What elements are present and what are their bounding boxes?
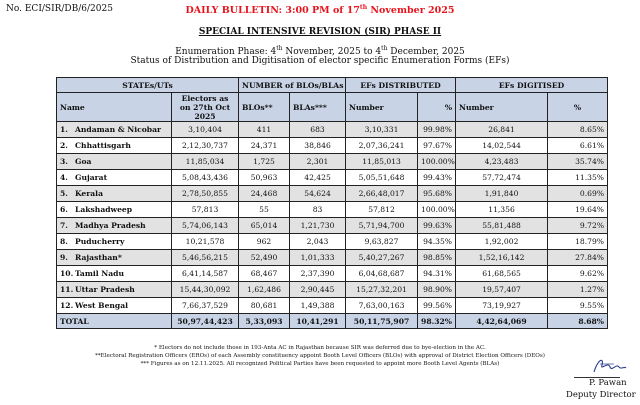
dist-pct-cell: 94.35% bbox=[418, 234, 456, 250]
dist-number-cell: 2,07,36,241 bbox=[346, 138, 418, 154]
row-number: 4. bbox=[60, 173, 68, 182]
state-label: Kerala bbox=[75, 189, 103, 198]
blos-cell: 962 bbox=[239, 234, 290, 250]
electors-cell: 2,12,30,737 bbox=[172, 138, 239, 154]
dist-number-cell: 5,71,94,700 bbox=[346, 218, 418, 234]
table-row bbox=[57, 186, 608, 202]
dist-number-cell: 7,63,00,163 bbox=[346, 298, 418, 314]
table-row bbox=[57, 298, 608, 314]
blos-cell: 65,014 bbox=[239, 218, 290, 234]
state-label: Madhya Pradesh bbox=[75, 221, 146, 230]
total-dig-pct: 8.68% bbox=[548, 314, 608, 329]
dig-pct-cell: 0.69% bbox=[548, 186, 608, 202]
dist-pct-cell: 99.56% bbox=[418, 298, 456, 314]
dig-number-cell: 14,02,544 bbox=[456, 138, 548, 154]
state-name bbox=[57, 282, 172, 298]
dist-pct-cell: 98.90% bbox=[418, 282, 456, 298]
dist-number-cell: 11,85,013 bbox=[346, 154, 418, 170]
table-row bbox=[57, 218, 608, 234]
col-dist-number: Number bbox=[346, 93, 418, 122]
signatory-designation: Deputy Director bbox=[566, 390, 636, 400]
blos-cell: 24,468 bbox=[239, 186, 290, 202]
dig-pct-cell: 27.84% bbox=[548, 250, 608, 266]
enumeration-phase: Enumeration Phase: 4th November, 2025 to 4th December, 2025 bbox=[175, 45, 465, 57]
dist-pct-cell: 95.68% bbox=[418, 186, 456, 202]
table-row bbox=[57, 266, 608, 282]
state-label: Gujarat bbox=[75, 173, 108, 182]
blos-cell: 411 bbox=[239, 122, 290, 138]
dist-number-cell: 15,27,32,201 bbox=[346, 282, 418, 298]
status-subtitle: Status of Distribution and Digitisation of elector specific Enumeration Forms (EFs) bbox=[130, 56, 510, 66]
dig-pct-cell: 9.72% bbox=[548, 218, 608, 234]
dist-pct-cell: 100.00% bbox=[418, 154, 456, 170]
group-blos: NUMBER of BLOs/BLAs bbox=[239, 78, 346, 93]
blos-cell: 52,490 bbox=[239, 250, 290, 266]
dig-number-cell: 73,19,927 bbox=[456, 298, 548, 314]
dig-pct-cell: 9.55% bbox=[548, 298, 608, 314]
row-number: 7. bbox=[60, 221, 68, 230]
dig-pct-cell: 11.35% bbox=[548, 170, 608, 186]
col-dig-pct: % bbox=[548, 93, 608, 122]
state-label: Goa bbox=[75, 157, 92, 166]
group-distributed: EFs DISTRIBUTED bbox=[346, 78, 456, 93]
col-electors: Electors as on 27th Oct 2025 bbox=[172, 93, 239, 122]
col-dist-pct: % bbox=[418, 93, 456, 122]
dig-number-cell: 4,23,483 bbox=[456, 154, 548, 170]
dist-number-cell: 57,812 bbox=[346, 202, 418, 218]
total-dist-pct: 98.32% bbox=[418, 314, 456, 329]
group-states: STATEs/UTs bbox=[57, 78, 239, 93]
total-blos: 5,33,093 bbox=[239, 314, 290, 329]
footnote-3: *** Figures as on 12.11.2025. All recognized Political Parties have been requested to appoint more Booth Level Agents (BLAs) bbox=[140, 361, 500, 367]
blas-cell: 2,043 bbox=[290, 234, 346, 250]
footnotes bbox=[0, 344, 640, 368]
total-dig: 4,42,64,069 bbox=[456, 314, 548, 329]
state-name bbox=[57, 250, 172, 266]
row-number: 11. bbox=[60, 285, 74, 294]
dist-pct-cell: 99.98% bbox=[418, 122, 456, 138]
col-blos: BLOs** bbox=[239, 93, 290, 122]
row-number: 12. bbox=[60, 301, 74, 310]
blas-cell: 1,49,388 bbox=[290, 298, 346, 314]
group-header-row bbox=[57, 78, 608, 93]
row-number: 10. bbox=[60, 269, 74, 278]
electors-cell: 11,85,034 bbox=[172, 154, 239, 170]
dist-number-cell: 9,63,827 bbox=[346, 234, 418, 250]
table-row bbox=[57, 138, 608, 154]
blos-cell: 1,725 bbox=[239, 154, 290, 170]
dig-pct-cell: 18.79% bbox=[548, 234, 608, 250]
dist-pct-cell: 98.85% bbox=[418, 250, 456, 266]
state-name bbox=[57, 138, 172, 154]
col-blas: BLAs*** bbox=[290, 93, 346, 122]
blos-cell: 1,62,486 bbox=[239, 282, 290, 298]
electors-cell: 7,66,37,529 bbox=[172, 298, 239, 314]
dig-number-cell: 57,72,474 bbox=[456, 170, 548, 186]
electors-cell: 2,78,50,855 bbox=[172, 186, 239, 202]
electors-cell: 5,46,56,215 bbox=[172, 250, 239, 266]
table-row bbox=[57, 282, 608, 298]
dist-number-cell: 5,40,27,267 bbox=[346, 250, 418, 266]
table-row bbox=[57, 122, 608, 138]
blas-cell: 38,846 bbox=[290, 138, 346, 154]
blas-cell: 1,01,333 bbox=[290, 250, 346, 266]
state-name bbox=[57, 186, 172, 202]
dist-number-cell: 3,10,331 bbox=[346, 122, 418, 138]
total-label: TOTAL bbox=[57, 314, 172, 329]
column-header-row bbox=[57, 93, 608, 122]
total-row bbox=[57, 314, 608, 329]
electors-cell: 15,44,30,092 bbox=[172, 282, 239, 298]
col-dig-number: Number bbox=[456, 93, 548, 122]
state-label: Tamil Nadu bbox=[75, 269, 124, 278]
blos-cell: 80,681 bbox=[239, 298, 290, 314]
row-number: 9. bbox=[60, 253, 68, 262]
blas-cell: 2,37,390 bbox=[290, 266, 346, 282]
electors-cell: 5,08,43,436 bbox=[172, 170, 239, 186]
document-reference: No. ECI/SIR/DB/6/2025 bbox=[6, 4, 113, 14]
dig-number-cell: 1,91,840 bbox=[456, 186, 548, 202]
dist-pct-cell: 94.31% bbox=[418, 266, 456, 282]
footnote-2: **Electoral Registration Officers (EROs) of each Assembly constituency appoint Booth Level Officers (BLOs) with approval of District Election Officers (DEOs) bbox=[95, 353, 545, 359]
blos-cell: 24,371 bbox=[239, 138, 290, 154]
blas-cell: 2,301 bbox=[290, 154, 346, 170]
group-digitised: EFs DIGITISED bbox=[456, 78, 608, 93]
electors-cell: 5,74,06,143 bbox=[172, 218, 239, 234]
state-label: West Bengal bbox=[75, 301, 129, 310]
dist-number-cell: 2,66,48,017 bbox=[346, 186, 418, 202]
blas-cell: 683 bbox=[290, 122, 346, 138]
row-number: 8. bbox=[60, 237, 68, 246]
dig-pct-cell: 1.27% bbox=[548, 282, 608, 298]
dig-pct-cell: 8.65% bbox=[548, 122, 608, 138]
state-label: Rajasthan* bbox=[75, 253, 122, 262]
dist-number-cell: 6,04,68,687 bbox=[346, 266, 418, 282]
state-label: Andaman & Nicobar bbox=[75, 125, 162, 134]
document-title: SPECIAL INTENSIVE REVISION (SIR) PHASE II bbox=[198, 27, 442, 37]
dig-number-cell: 1,52,16,142 bbox=[456, 250, 548, 266]
footnote-1: * Electors do not include those in 193-Anta AC in Rajasthan because SIR was deferred due to bye-election in the AC. bbox=[154, 345, 486, 351]
total-electors: 50,97,44,423 bbox=[172, 314, 239, 329]
dist-pct-cell: 99.63% bbox=[418, 218, 456, 234]
blas-cell: 83 bbox=[290, 202, 346, 218]
table-row bbox=[57, 154, 608, 170]
blas-cell: 1,21,730 bbox=[290, 218, 346, 234]
dig-number-cell: 1,92,002 bbox=[456, 234, 548, 250]
dig-pct-cell: 9.62% bbox=[548, 266, 608, 282]
row-number: 3. bbox=[60, 157, 68, 166]
dig-number-cell: 61,68,565 bbox=[456, 266, 548, 282]
state-label: Lakshadweep bbox=[75, 205, 133, 214]
table-row bbox=[57, 170, 608, 186]
total-blas: 10,41,291 bbox=[290, 314, 346, 329]
dist-number-cell: 5,05,51,648 bbox=[346, 170, 418, 186]
state-label: Chhattisgarh bbox=[75, 141, 131, 150]
state-label: Puducherry bbox=[75, 237, 125, 246]
dist-pct-cell: 97.67% bbox=[418, 138, 456, 154]
blos-cell: 50,963 bbox=[239, 170, 290, 186]
sir-status-table bbox=[56, 77, 608, 329]
dig-pct-cell: 19.64% bbox=[548, 202, 608, 218]
dist-pct-cell: 99.43% bbox=[418, 170, 456, 186]
state-name bbox=[57, 298, 172, 314]
blos-cell: 68,467 bbox=[239, 266, 290, 282]
state-name bbox=[57, 202, 172, 218]
state-name bbox=[57, 234, 172, 250]
dist-pct-cell: 100.00% bbox=[418, 202, 456, 218]
signature-scribble bbox=[588, 355, 628, 377]
row-number: 2. bbox=[60, 141, 68, 150]
blas-cell: 42,425 bbox=[290, 170, 346, 186]
table-row bbox=[57, 202, 608, 218]
table-row bbox=[57, 234, 608, 250]
state-name bbox=[57, 170, 172, 186]
bulletin-heading: DAILY BULLETIN: 3:00 PM of 17th November 2025 bbox=[185, 4, 455, 17]
dig-pct-cell: 35.74% bbox=[548, 154, 608, 170]
electors-cell: 6,41,14,587 bbox=[172, 266, 239, 282]
blas-cell: 2,90,445 bbox=[290, 282, 346, 298]
state-name bbox=[57, 122, 172, 138]
state-label: Uttar Pradesh bbox=[75, 285, 135, 294]
table-row bbox=[57, 250, 608, 266]
signatory-name: P. Pawan bbox=[589, 378, 627, 388]
row-number: 1. bbox=[60, 125, 68, 134]
row-number: 5. bbox=[60, 189, 68, 198]
dig-number-cell: 55,81,488 bbox=[456, 218, 548, 234]
electors-cell: 10,21,578 bbox=[172, 234, 239, 250]
state-name bbox=[57, 266, 172, 282]
state-name bbox=[57, 154, 172, 170]
blos-cell: 55 bbox=[239, 202, 290, 218]
electors-cell: 57,813 bbox=[172, 202, 239, 218]
total-dist: 50,11,75,907 bbox=[346, 314, 418, 329]
col-name: Name bbox=[57, 93, 172, 122]
dig-number-cell: 26,841 bbox=[456, 122, 548, 138]
state-name bbox=[57, 218, 172, 234]
dig-number-cell: 19,57,407 bbox=[456, 282, 548, 298]
electors-cell: 3,10,404 bbox=[172, 122, 239, 138]
dig-number-cell: 11,356 bbox=[456, 202, 548, 218]
row-number: 6. bbox=[60, 205, 68, 214]
blas-cell: 54,624 bbox=[290, 186, 346, 202]
dig-pct-cell: 6.61% bbox=[548, 138, 608, 154]
